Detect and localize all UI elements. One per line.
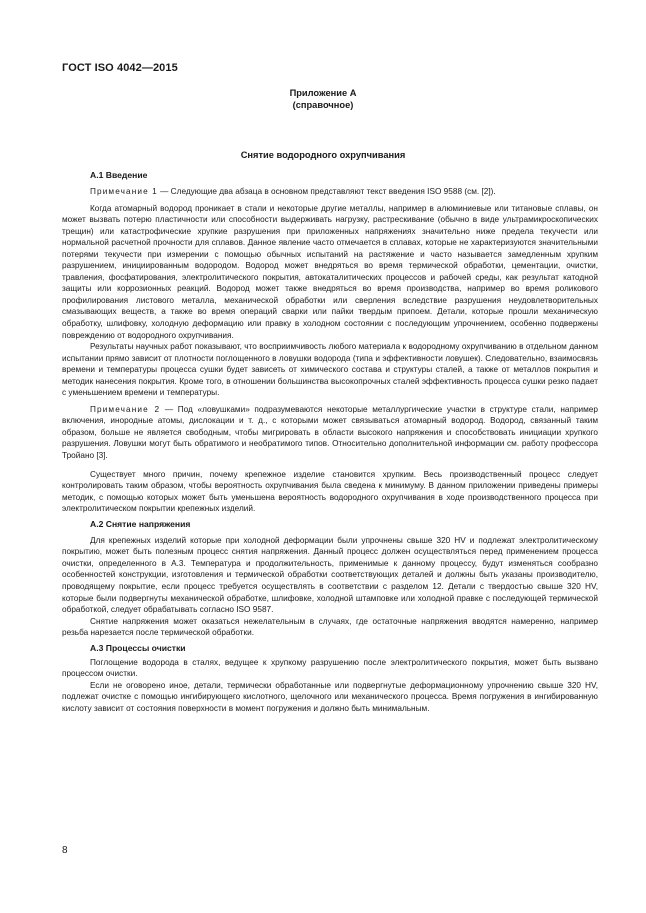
note-2	[62, 404, 598, 462]
paragraph: Снятие напряжения может оказаться нежелательным в случаях, где остаточные напряжения вводятся намеренно, например резьба нарезается после термической обработки.	[62, 616, 598, 638]
page-title: Снятие водородного охрупчивания	[240, 150, 406, 160]
paragraph: Существует много причин, почему крепежное изделие становится хрупким. Весь производственный процесс следует контролировать таким образом, чтобы вероятность охрупчивания была сведена к минимуму. В данном приложении приведены примеры методик, с помощью которых может быть уменьшена вероятность водородного охрупчивания в ходе производственного процесса при электролитическом покрытии крепежных изделий.	[62, 469, 598, 514]
note-1-label: Примечание 1	[90, 187, 158, 196]
document-body	[62, 166, 598, 714]
appendix-type: (справочное)	[292, 99, 354, 110]
note-2-label: Примечание 2	[90, 404, 161, 414]
paragraph: Результаты научных работ показывают, что восприимчивость любого материала к водородному охрупчиванию в отдельном данном испытании прямо зависит от плотности поглощенного в ловушки водорода (типа и эффективности ловушек). Следовательно, взаимосвязь времени и температуры процесса сушки будет зависеть от химического состава и структуры сталей, а также от металлов покрытия и методик нанесения покрытия. Кроме того, в отношении большинства высокопрочных сталей эффективность процесса сушки резко падает с уменьшением времени и температуры.	[62, 342, 598, 398]
paragraph: Когда атомарный водород проникает в стали и некоторые другие металлы, например в алюминиевые или титановые сплавы, он может вызвать потерю пластичности или способности выдерживать нагрузку, растрескивание (обычно в виде ультрамикроскопических трещин) или катастрофические хрупкие разрушения при приложенных напряжениях значительно ниже предела текучести или нормальной расчетной прочности для сплавов. Данное явление часто отмечается в сплавах, которые не характеризуются значительными потерями текучести при измерении с помощью обычных испытаний на растяжение и часто называется замедленным хрупким разрушением, инициированным водородом. Водород может внедряться во время термической обработки, цементации, очистки, травления, фосфатирования, электролитического покрытия, автокаталитических процессов и рабочей среды, как результат катодной защиты или коррозионных реакций. Водород может также внедряться во время производства, например во время роликового профилирования листового металла, механической обработки или сверления вследствие разрушения неудовлетворительных смазывающих веществ, а также во время операций сварки или пайки твердым припоем. Детали, которые прошли механическую обработку, шлифовку, холодную деформацию или правку в холодном состоянии с последующим упрочнением, особенно подвержены повреждению от водородного охрупчивания.	[62, 203, 598, 340]
section-heading-a1: А.1 Введение	[90, 170, 148, 180]
section-heading-a3: А.3 Процессы очистки	[90, 642, 186, 653]
note-1-text: — Следующие два абзаца в основном представляют текст введения ISO 9588 (см. [2]).	[157, 187, 496, 196]
paragraph: Если не оговорено иное, детали, термически обработанные или подвергнутые деформационному упрочнению свыше 320 HV, подлежат очистке с помощью ингибирующего кислотного, щелочного или механического процесса. Время погружения в ингибированную кислоту зависит от состояния поверхности в момент погружения и должно быть минимальным.	[62, 680, 598, 713]
note-2-text: — Под «ловушками» подразумеваются некоторые металлургические участки в структуре стали, например включения, инородные атомы, дислокации и т. д., с которыми может связываться атомарный водород. Водород, связанный таким образом, больше не является свободным, чтобы мигрировать в области высокого напряжения и способствовать инициации хрупкого разрушения. Ловушки могут быть обратимого и необратимого типов. Относительно дополнительной информации см. работу профессора Тройано [3].	[62, 404, 598, 461]
appendix-title: Приложение А	[289, 88, 357, 98]
paragraph: Для крепежных изделий которые при холодной деформации были упрочнены свыше 320 HV и подлежат электролитическому покрытию, может быть полезным процесс снятия напряжения. Данный процесс должен осуществляться перед применением процесса очистки, определенного в А.3. Температура и продолжительность, применимые к данному процессу, будут изменяться сообразно особенностей конструкции, изготовления и термической обработки соответствующих деталей и должны быть указаны производителю, проводящему покрытие, если процесс требуется осуществлять в соответствии с разделом 12. Детали с твердостью свыше 320 HV, которые были подвергнуты механической обработке, шлифовке, холодной штамповке или холодной правке с последующей термической обработкой, следует обрабатывать согласно ISO 9587.	[62, 535, 598, 615]
section-heading-a2: А.2 Снятие напряжения	[90, 518, 191, 529]
paragraph: Поглощение водорода в сталях, ведущее к хрупкому разрушению после электролитического покрытия, может быть вызвано процессом очистки.	[62, 657, 598, 679]
document-header: ГОСТ ISO 4042—2015	[62, 62, 178, 74]
appendix-caption	[0, 88, 646, 111]
page-number: 8	[62, 845, 68, 856]
note-1	[62, 186, 598, 198]
